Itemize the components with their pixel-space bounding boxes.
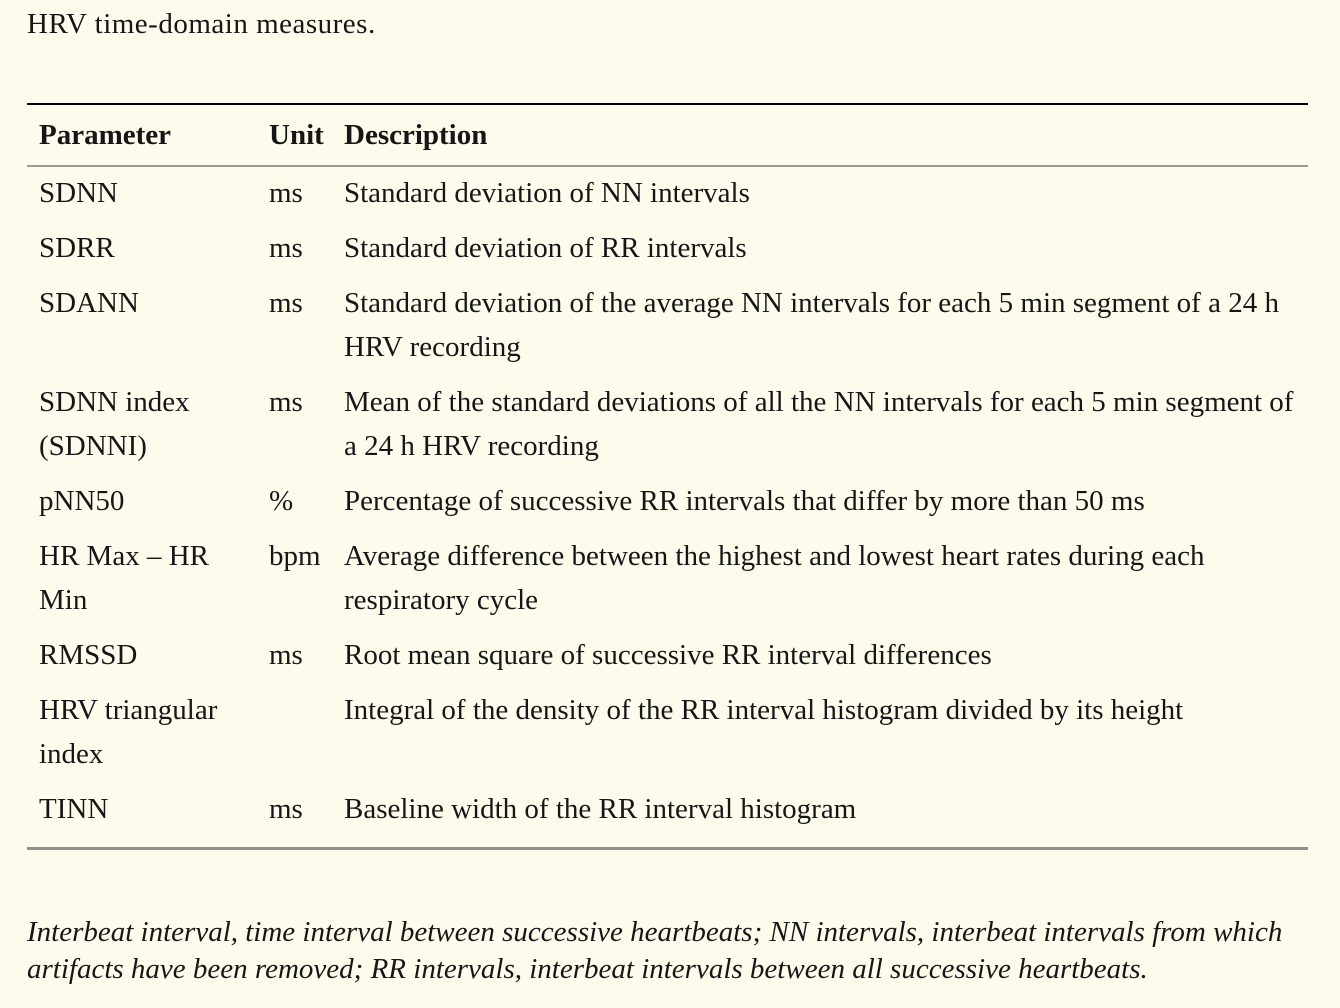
table-row [27,629,1308,684]
parameter-cell: pNN50 [39,485,125,517]
description-cell: Standard deviation of NN intervals [344,177,750,209]
table-row [27,475,1308,530]
parameter-cell: SDNN [39,177,118,209]
column-header-parameter: Parameter [27,104,269,166]
parameter-cell: SDANN [39,287,139,319]
parameter-cell: HR Max – HR Min [39,540,209,616]
table-body [27,166,1308,849]
table-caption: HRV time-domain measures. [27,8,376,40]
unit-cell: ms [269,639,303,671]
unit-cell: bpm [269,540,321,572]
description-cell: Mean of the standard deviations of all the NN intervals for each 5 min segment of a 24 h HRV recording [344,386,1294,462]
description-cell: Root mean square of successive RR interval differences [344,639,992,671]
parameter-cell: SDNN index (SDNNI) [39,386,190,462]
description-cell: Standard deviation of RR intervals [344,232,747,264]
parameter-cell: TINN [39,793,109,825]
unit-cell: ms [269,793,303,825]
table-footnote: Interbeat interval, time interval between successive heartbeats; NN intervals, interbeat intervals from which artifacts have been removed; RR intervals, interbeat intervals between all successive heartbeats. [27,916,1283,985]
header-row [27,104,1308,166]
table-row [27,222,1308,277]
description-cell: Baseline width of the RR interval histogram [344,793,857,825]
unit-cell: ms [269,177,303,209]
column-header-description: Description [344,104,1308,166]
description-cell: Percentage of successive RR intervals that differ by more than 50 ms [344,485,1145,517]
unit-cell: ms [269,386,303,418]
table-row [27,684,1308,783]
table-header [27,104,1308,166]
parameter-cell: RMSSD [39,639,138,671]
unit-cell: ms [269,287,303,319]
description-cell: Average difference between the highest and lowest heart rates during each respiratory cycle [344,540,1205,616]
unit-cell [269,684,344,783]
table-row [27,376,1308,475]
description-cell: Standard deviation of the average NN intervals for each 5 min segment of a 24 h HRV recording [344,287,1279,363]
column-header-unit: Unit [269,104,344,166]
parameter-cell: HRV triangular index [39,694,218,770]
unit-cell: % [269,485,294,517]
table-row [27,166,1308,222]
table-row [27,530,1308,629]
hrv-measures-table [27,103,1308,850]
description-cell: Integral of the density of the RR interval histogram divided by its height [344,694,1184,726]
parameter-cell: SDRR [39,232,115,264]
unit-cell: ms [269,232,303,264]
table-row [27,277,1308,376]
table-row [27,783,1308,849]
